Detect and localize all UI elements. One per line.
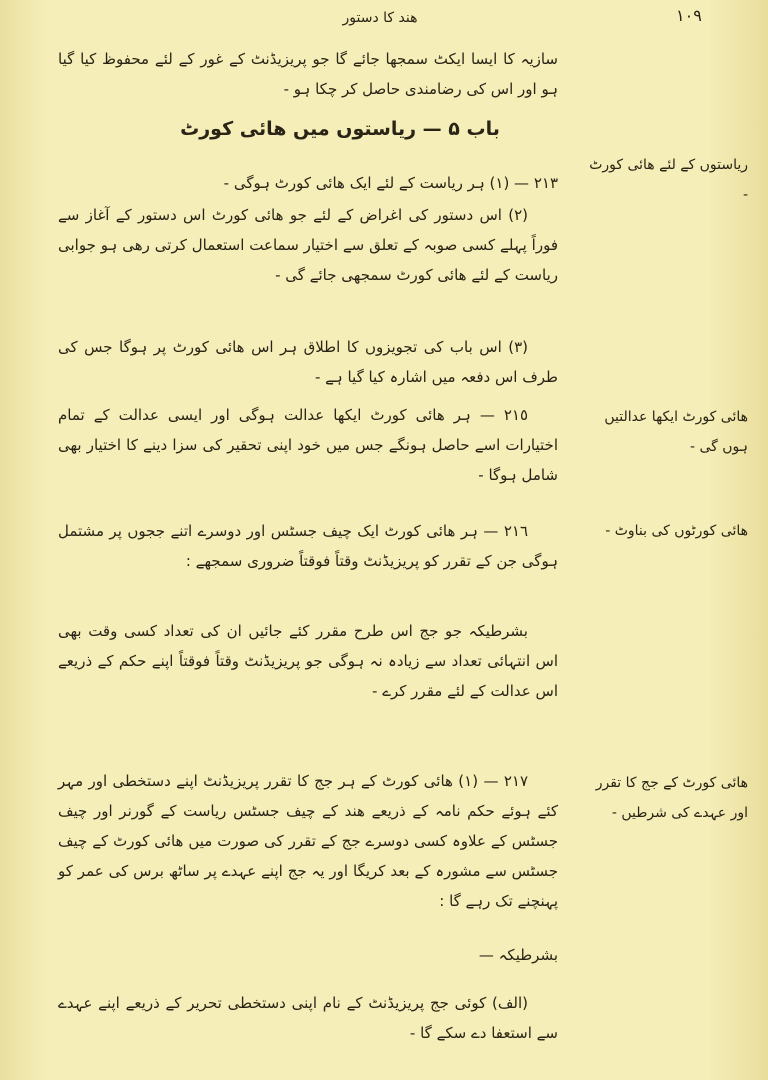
- margin-note-courts-of-record: ھائی کورٹ ایکھا عدالتیں ہوں گی -: [604, 409, 748, 455]
- running-head: ھند کا دستور: [342, 10, 418, 26]
- section-217-proviso-a: (الف) کوئی جج پریزیڈنٹ کے نام اپنی دستخطی تحریر کے ذریعے اپنے عہدے سے استعفا دے سکے گا -: [58, 994, 558, 1042]
- section-216: ٢١٦ — ہر ھائی کورٹ ایک چیف جسٹس اور دوسرے اتنے ججوں پر مشتمل ہوگی جن کے تقرر کو پریزیڈنٹ وقتاً فوقتاً ضروری سمجھے :: [58, 522, 558, 570]
- section-217-proviso: بشرطیکہ —: [478, 946, 558, 964]
- margin-note-high-courts-for-states: ریاستوں کے لئے ھائی کورٹ -: [589, 157, 748, 203]
- section-217-clause-1: ٢١٧ — (١) ھائی کورٹ کے ہر جج کا تقرر پریزیڈنٹ اپنے دستخطی اور مہر کئے ہوئے حکم نامہ کے ذریعے ھند کے چیف جسٹس ریاست کے گورنر اور چیف جسٹس کے علاوہ کسی دوسرے جج کے تقرر کی صورت میں ھائی کورٹ کے چیف جسٹس سے مشورہ کے بعد کریگا اور یہ جج اپنے عہدے پر ساٹھ برس کی عمر کو پہنچنے تک رہے گا :: [58, 772, 558, 910]
- section-213-clause-1: ٢١٣ — (١) ہر ریاست کے لئے ایک ھائی کورٹ ہوگی -: [223, 174, 558, 192]
- intro-paragraph: سازیہ کا ایسا ایکٹ سمجھا جائے گا جو پریزیڈنٹ کے غور کے لئے محفوظ کیا گیا ہو اور اس کی رضامندی حاصل کر چکا ہو -: [58, 50, 558, 98]
- chapter-title: باب ۵ — ریاستوں میں ھائی کورٹ: [180, 118, 500, 140]
- section-213-clause-2: (٢) اس دستور کی اغراض کے لئے جو ھائی کورٹ اس دستور کے آغاز سے فوراً پہلے کسی صوبہ کے تعلق سے اختیار سماعت استعمال کرتی رھی ہو جوابی ریاست کے لئے ھائی کورٹ سمجھی جائے گی -: [58, 206, 558, 284]
- section-216-proviso: بشرطیکہ جو جج اس طرح مقرر کئے جائیں ان کی تعداد کسی وقت بھی اس انتہائی تعداد سے زیادہ نہ ہوگی جو پریزیڈنٹ وقتاً فوقتاً اپنے حکم کے ذریعے اس عدالت کے لئے مقرر کرے -: [58, 622, 558, 700]
- section-215: ٢١٥ — ہر ھائی کورٹ ایکھا عدالت ہوگی اور ایسی عدالت کے تمام اختیارات اسے حاصل ہونگے جس میں خود اپنی تحقیر کی سزا دینے کا اختیار بھی شامل ہوگا -: [58, 406, 558, 484]
- margin-note-appointment-of-judges: ھائی کورٹ کے جج کا تقرر اور عہدے کی شرطیں -: [595, 775, 748, 821]
- margin-note-constitution-of-high-courts: ھائی کورٹوں کی بناوٹ -: [605, 523, 748, 539]
- section-213-clause-3: (٣) اس باب کی تجویزوں کا اطلاق ہر اس ھائی کورٹ پر ہوگا جس کی طرف اس دفعہ میں اشارہ کیا گیا ہے -: [58, 338, 558, 386]
- page-number: ١٠٩: [676, 6, 702, 25]
